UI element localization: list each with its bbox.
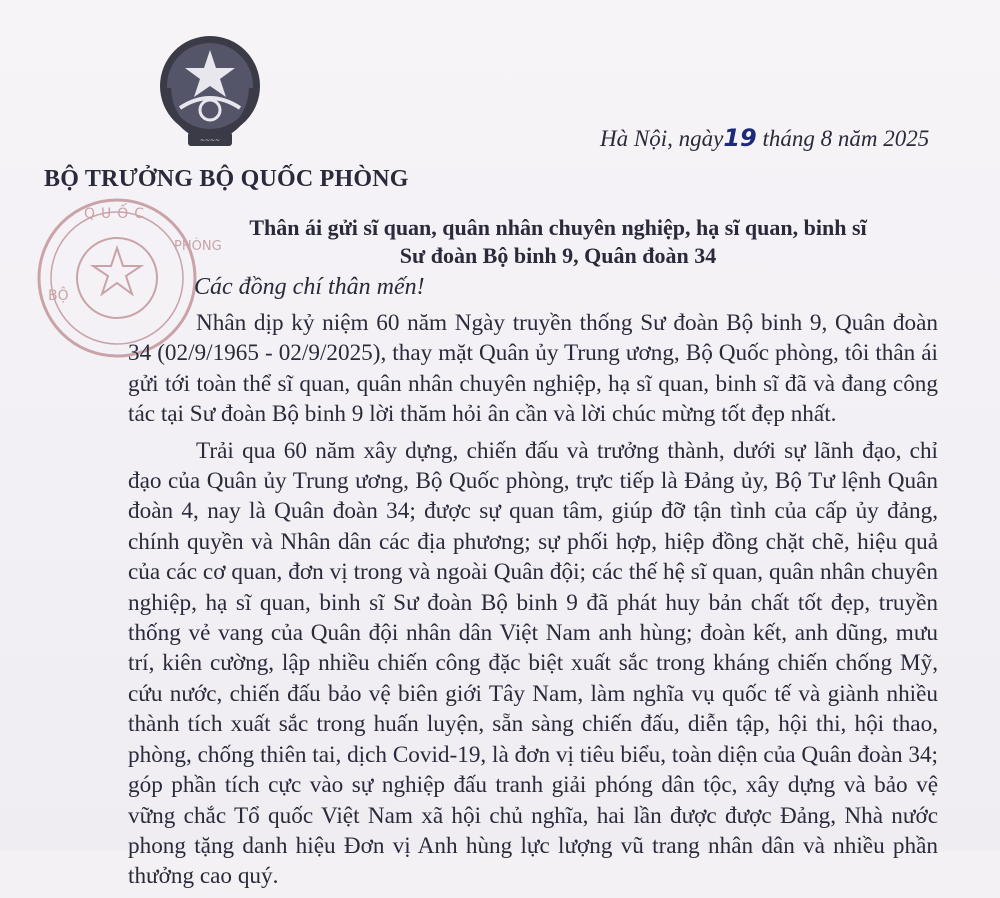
recipient-block: [188, 214, 928, 270]
handwritten-day: 19: [723, 124, 757, 152]
ministry-title: BỘ TRƯỞNG BỘ QUỐC PHÒNG: [44, 166, 409, 192]
place-date-suffix: tháng 8 năm 2025: [762, 126, 930, 151]
salutation: Các đồng chí thân mến!: [194, 274, 425, 300]
recipient-line-2: Sư đoàn Bộ binh 9, Quân đoàn 34: [399, 243, 717, 268]
seal-text-left: BỘ: [48, 288, 69, 304]
paragraph: Nhân dịp kỷ niệm 60 năm Ngày truyền thống Sư đoàn Bộ binh 9, Quân đoàn 34 (02/9/1965 - 02/9/2025), thay mặt Quân ủy Trung ương, Bộ Quốc phòng, tôi thân ái gửi tới toàn thể sĩ quan, quân nhân chuyên nghiệp, hạ sĩ quan, binh sĩ đã và đang công tác tại Sư đoàn Bộ binh 9 lời thăm hỏi ân cần và lời chúc mừng tốt đẹp nhất.: [128, 310, 938, 428]
paragraph: Trải qua 60 năm xây dựng, chiến đấu và trưởng thành, dưới sự lãnh đạo, chỉ đạo của Quân ủy Trung ương, Bộ Quốc phòng, trực tiếp là Đảng ủy, Bộ Tư lệnh Quân đoàn 4, nay là Quân đoàn 34; được sự quan tâm, giúp đỡ tận tình của cấp ủy đảng, chính quyền và Nhân dân các địa phương; sự phối hợp, hiệp đồng chặt chẽ, hiệu quả của các cơ quan, đơn vị trong và ngoài Quân đội; các thế hệ sĩ quan, quân nhân chuyên nghiệp, hạ sĩ quan, binh sĩ Sư đoàn Bộ binh 9 đã phát huy bản chất tốt đẹp, truyền thống vẻ vang của Quân đội nhân dân Việt Nam anh hùng; đoàn kết, anh dũng, mưu trí, kiên cường, lập nhiều chiến công đặc biệt xuất sắc trong kháng chiến chống Mỹ, cứu nước, chiến đấu bảo vệ biên giới Tây Nam, làm nghĩa vụ quốc tế và giành nhiều thành tích xuất sắc trong huấn luyện, sẵn sàng chiến đấu, diễn tập, hội thi, hội thao, phòng, chống thiên tai, dịch Covid-19, là đơn vị tiêu biểu, toàn diện của Quân đoàn 34; góp phần tích cực vào sự nghiệp đấu tranh giải phóng dân tộc, xây dựng và bảo vệ vững chắc Tổ quốc Việt Nam xã hội chủ nghĩa, hai lần được được Đảng, Nhà nước phong tặng danh hiệu Đơn vị Anh hùng lực lượng vũ trang nhân dân và nhiều phần thưởng cao quý.: [128, 437, 938, 890]
place-date: [600, 124, 929, 152]
letter-body: [128, 308, 938, 898]
recipient-line-1: Thân ái gửi sĩ quan, quân nhân chuyên nghiệp, hạ sĩ quan, binh sĩ: [249, 215, 867, 240]
place-date-prefix: Hà Nội, ngày: [600, 126, 724, 151]
seal-text-right: PHÒNG: [174, 239, 222, 254]
seal-text-top: QUỐC: [83, 206, 151, 222]
national-emblem-icon: [150, 28, 270, 158]
svg-text:~~~~: ~~~~: [199, 137, 221, 144]
